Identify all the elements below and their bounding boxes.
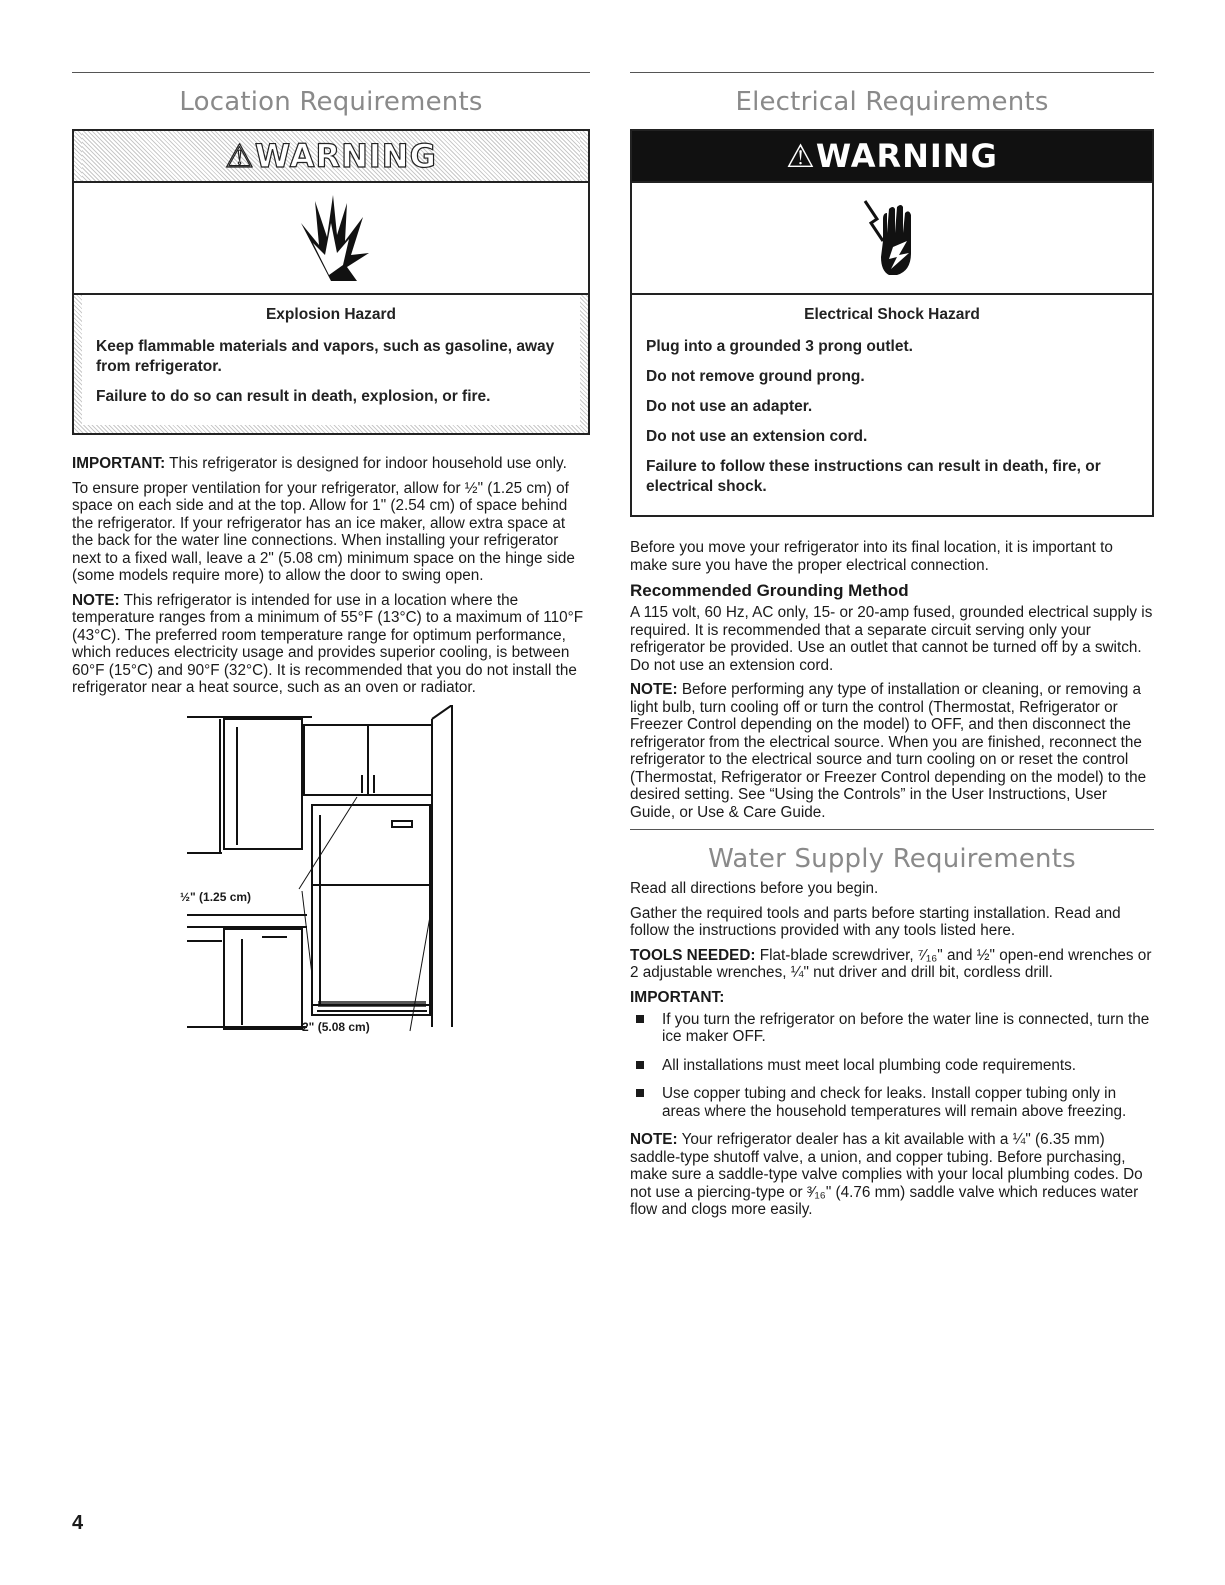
warning-line: Keep flammable materials and vapors, such as gasoline, away from refrigerator. (96, 338, 555, 375)
section-divider (630, 72, 1154, 73)
bullet-icon (636, 1061, 644, 1069)
refrigerator-clearance-diagram (182, 705, 482, 1035)
warning-line: Failure to follow these instructions can result in death, fire, or electrical shock. (646, 458, 1101, 495)
electrical-warning-box (630, 129, 1154, 517)
list-item-text: If you turn the refrigerator on before the water line is connected, turn the ice maker OFF. (662, 1010, 1150, 1045)
paragraph-intro: Before you move your refrigerator into its final location, it is important to make sure you have the proper electrical connection. (630, 539, 1113, 574)
section-divider (72, 72, 590, 73)
lead-label: TOOLS NEEDED: (630, 946, 756, 964)
warning-body (82, 295, 580, 425)
warning-line: Do not remove ground prong. (646, 368, 865, 385)
section-heading: Location Requirements (179, 87, 483, 117)
important-list (630, 1011, 1154, 1121)
paragraph-important (72, 455, 590, 473)
bullet-icon (636, 1015, 644, 1023)
warning-title: Electrical Shock Hazard (804, 306, 980, 323)
warning-hatched-frame (74, 131, 588, 433)
warning-line: Do not use an adapter. (646, 398, 813, 415)
page-number: 4 (72, 1512, 84, 1534)
hinge-clearance-label: 2" (5.08 cm) (302, 1019, 370, 1034)
important-label: IMPORTANT: (630, 988, 725, 1006)
warning-body (632, 295, 1152, 515)
paragraph-grounding: A 115 volt, 60 Hz, AC only, 15- or 20-amp fused, grounded electrical supply is required. It is recommended that a separate circuit serving only your refrigerator be provided. Use an outlet that cannot be turned off by a switch. Do not use an extension cord. (630, 604, 1153, 674)
list-item-text: Use copper tubing and check for leaks. Install copper tubing only in areas where the household temperatures will remain above freezing. (662, 1085, 1127, 1120)
lead-label: NOTE: (630, 1131, 678, 1148)
lead-label: NOTE: (72, 591, 120, 609)
warning-line: Plug into a grounded 3 prong outlet. (646, 338, 913, 355)
clearance-diagram (182, 705, 590, 1040)
water-section-heading: Water Supply Requirements (708, 844, 1076, 874)
paragraph-gather: Gather the required tools and parts before starting installation. Read and follow the instructions provided with any tools listed here. (630, 904, 1121, 939)
side-clearance-label: ½" (1.25 cm) (180, 889, 252, 904)
warning-line: Failure to do so can result in death, explosion, or fire. (96, 388, 491, 405)
lead-label: NOTE: (630, 681, 678, 698)
list-item (630, 1011, 1154, 1046)
explosion-warning-box (72, 129, 590, 435)
paragraph-text: Flat-blade screwdriver, ⁷⁄₁₆" and ½" open-end wrenches or 2 adjustable wrenches, ¼" nut driver and drill bit, cordless drill. (630, 946, 1152, 981)
paragraph-text: Your refrigerator dealer has a kit available with a ¼" (6.35 mm) saddle-type shutoff valve, a union, and copper tubing. Before purchasing, make sure a saddle-type valve complies with your local plumbing codes. Do not use a piercing-type or ³⁄₁₆" (4.76 mm) saddle valve which reduces water flow and clogs more easily. (630, 1131, 1143, 1218)
section-heading: Electrical Requirements (735, 87, 1049, 117)
lead-label: IMPORTANT: (72, 455, 166, 472)
list-item-text: All installations must meet local plumbing code requirements. (662, 1056, 1077, 1074)
warning-line: Do not use an extension cord. (646, 428, 868, 445)
warning-title: Explosion Hazard (265, 306, 397, 323)
paragraph-tools (630, 947, 1154, 982)
warning-label: ⚠WARNING (632, 131, 1152, 181)
paragraph-kit-note (630, 1131, 1154, 1219)
section-divider (630, 829, 1154, 830)
paragraph-text: This refrigerator is designed for indoor household use only. (165, 455, 567, 472)
paragraph-ventilation: To ensure proper ventilation for your refrigerator, allow for ½" (1.25 cm) of space on each side and at the top. Allow for 1" (2.54 cm) of space behind the refrigerator. If your refrigerator has an ice maker, allow extra space at the back for the water line connections. When installing your refrigerator next to a fixed wall, leave a 2" (5.08 cm) minimum space on the hinge side (some models require more) to allow the door to swing open. (72, 479, 575, 584)
explosion-hazard-icon (74, 181, 588, 295)
subheading: Recommended Grounding Method (630, 581, 909, 600)
electrical-shock-icon (632, 181, 1152, 295)
paragraph-text: Before performing any type of installation or cleaning, or removing a light bulb, turn cooling off or turn the control (Thermostat, Refrigerator or Freezer Control depending on the model) to OFF, and then disconnect the refrigerator from the electrical source. When you are finished, reconnect the refrigerator to the electrical source and turn cooling on or reset the control (Thermostat, Refrigerator or Freezer Control depending on the model) to the desired setting. See “Using the Controls” in the User Instructions, User Guide, or Use & Care Guide. (630, 681, 1147, 821)
paragraph-note (630, 681, 1154, 821)
location-requirements-section (72, 72, 590, 1040)
electrical-requirements-section (630, 72, 1154, 1226)
warning-label: ⚠WARNING (82, 131, 580, 181)
explosion-icon (291, 193, 371, 283)
paragraph-directions: Read all directions before you begin. (630, 880, 879, 897)
paragraph-note (72, 592, 590, 697)
paragraph-text: This refrigerator is intended for use in a location where the temperature ranges from a minimum of 55°F (13°C) to a maximum of 110°F (43°C). The preferred room temperature range for optimum performance, which reduces electricity usage and provides superior cooling, is between 60°F (15°C) and 90°F (32°C). It is recommended that you do not install the refrigerator near a heat source, such as an oven or radiator. (72, 591, 584, 696)
list-item (630, 1085, 1154, 1120)
list-item (630, 1057, 1154, 1075)
shock-hand-icon (857, 193, 927, 283)
bullet-icon (636, 1089, 644, 1097)
